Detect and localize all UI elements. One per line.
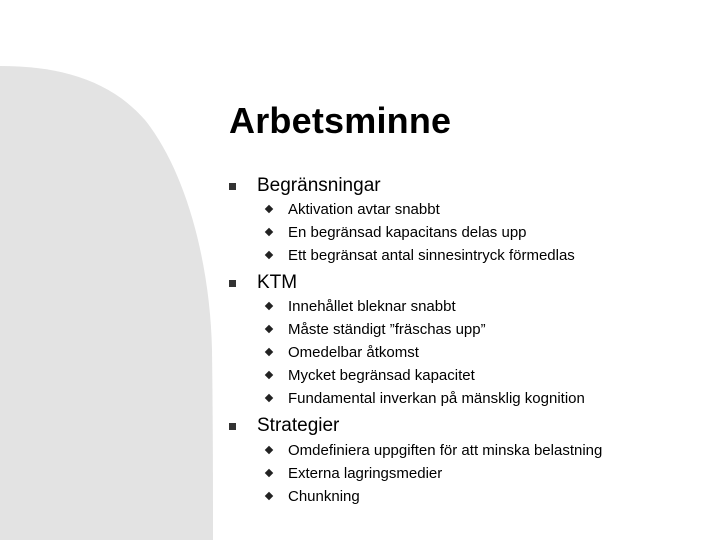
section-heading-label: Strategier bbox=[257, 415, 340, 436]
list-item bbox=[288, 488, 360, 506]
diamond-bullet-icon bbox=[265, 394, 273, 402]
list-item-label: En begränsad kapacitans delas upp bbox=[288, 224, 527, 241]
square-bullet-icon bbox=[229, 280, 236, 287]
diamond-bullet-icon bbox=[265, 205, 273, 213]
list-item bbox=[288, 201, 440, 219]
list-item-label: Måste ständigt ”fräschas upp” bbox=[288, 321, 486, 338]
list-item-label: Ett begränsat antal sinnesintryck förmedlas bbox=[288, 247, 575, 264]
diamond-bullet-icon bbox=[265, 325, 273, 333]
list-item bbox=[288, 465, 442, 483]
section-heading-label: Begränsningar bbox=[257, 175, 381, 196]
list-item bbox=[288, 344, 419, 362]
list-item-label: Omdefiniera uppgiften för att minska belastning bbox=[288, 442, 603, 459]
section-heading-label: KTM bbox=[257, 272, 298, 293]
list-item-label: Omedelbar åtkomst bbox=[288, 344, 419, 361]
diamond-bullet-icon bbox=[265, 371, 273, 379]
section-heading-begransningar bbox=[257, 175, 381, 197]
section-heading-ktm bbox=[257, 272, 297, 294]
list-item-label: Fundamental inverkan på mänsklig kognition bbox=[288, 390, 585, 407]
square-bullet-icon bbox=[229, 183, 236, 190]
diamond-bullet-icon bbox=[265, 302, 273, 310]
list-item bbox=[288, 321, 486, 339]
list-item bbox=[288, 390, 585, 408]
diamond-bullet-icon bbox=[265, 469, 273, 477]
square-bullet-icon bbox=[229, 423, 236, 430]
diamond-bullet-icon bbox=[265, 446, 273, 454]
section-heading-strategier bbox=[257, 415, 339, 437]
list-item-label: Chunkning bbox=[288, 488, 360, 505]
list-item-label: Innehållet bleknar snabbt bbox=[288, 298, 456, 315]
list-item bbox=[288, 442, 602, 460]
list-item-label: Externa lagringsmedier bbox=[288, 465, 443, 482]
diamond-bullet-icon bbox=[265, 228, 273, 236]
list-item bbox=[288, 224, 527, 242]
list-item-label: Mycket begränsad kapacitet bbox=[288, 367, 475, 384]
diamond-bullet-icon bbox=[265, 492, 273, 500]
list-item bbox=[288, 247, 575, 265]
diamond-bullet-icon bbox=[265, 251, 273, 259]
list-item bbox=[288, 298, 456, 316]
list-item-label: Aktivation avtar snabbt bbox=[288, 201, 440, 218]
list-item bbox=[288, 367, 475, 385]
diamond-bullet-icon bbox=[265, 348, 273, 356]
slide-title: Arbetsminne bbox=[229, 100, 452, 141]
